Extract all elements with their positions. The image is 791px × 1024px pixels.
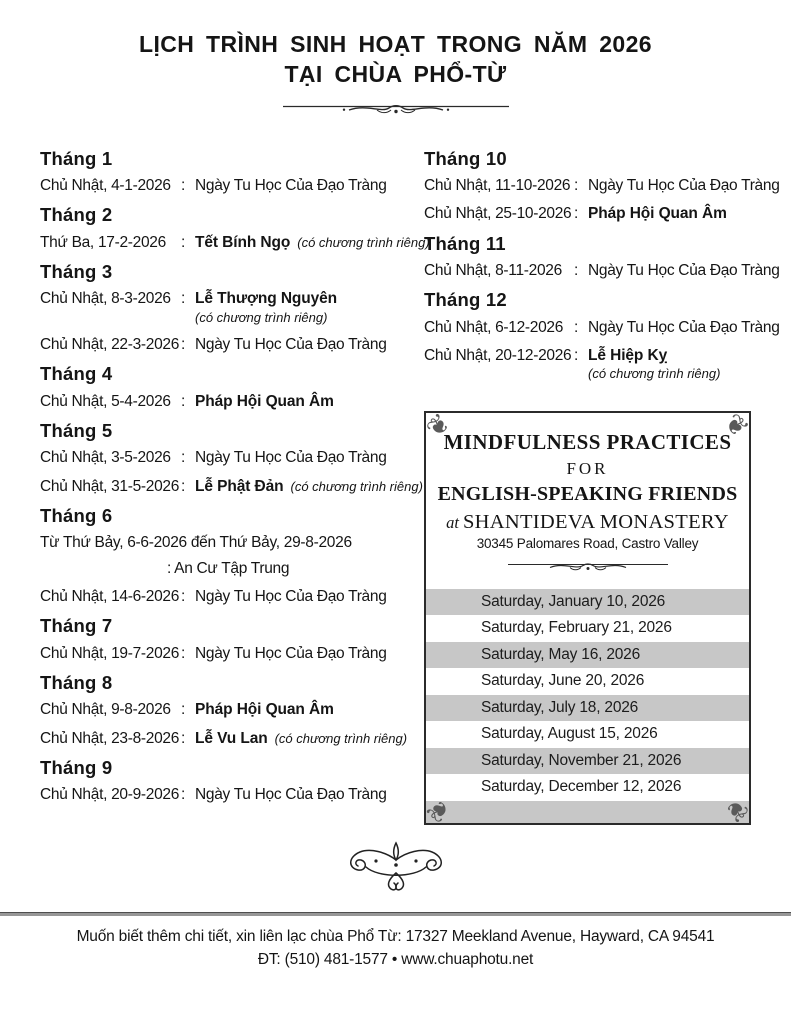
colon-separator: : — [181, 290, 186, 308]
colon-separator: : — [574, 347, 579, 365]
event-date: Chủ Nhật, 11-10-2026 — [424, 176, 571, 194]
event-name: Pháp Hội Quan Âm — [195, 392, 334, 410]
schedule-row — [40, 289, 412, 326]
ornamental-divider-icon — [508, 560, 668, 574]
schedule-content — [0, 122, 791, 828]
event-note-below: (có chương trình riêng) — [195, 309, 328, 325]
colon-separator: : — [181, 786, 186, 804]
event-name: Ngày Tu Học Của Đạo Tràng — [195, 335, 387, 353]
event-date: Thứ Ba, 17-2-2026 — [40, 233, 166, 251]
event-cell — [195, 448, 412, 467]
schedule-row — [40, 477, 423, 496]
event-cell — [195, 729, 412, 748]
schedule-row — [424, 346, 751, 383]
month-heading: Tháng 5 — [40, 419, 113, 441]
footer-contact-line: Muốn biết thêm chi tiết, xin liên lạc chùa Phổ Từ: 17327 Meekland Avenue, Hayward, CA 94541 — [76, 927, 715, 945]
event-cell — [195, 335, 412, 354]
flyer-location-prefix: at — [446, 512, 459, 532]
event-name: Ngày Tu Học Của Đạo Tràng — [195, 176, 387, 194]
colon-separator: : — [574, 262, 579, 279]
event-name: Ngày Tu Học Của Đạo Tràng — [195, 449, 387, 467]
event-name: Lễ Thượng Nguyên — [195, 290, 338, 308]
event-date: Chủ Nhật, 22-3-2026 — [40, 335, 180, 353]
schedule-row — [424, 261, 780, 280]
title-line-2: TẠI CHÙA PHỔ-TỪ — [284, 61, 507, 88]
month-heading: Tháng 6 — [40, 504, 113, 526]
event-name: Ngày Tu Học Của Đạo Tràng — [588, 176, 780, 194]
colon-separator: : — [574, 176, 579, 194]
schedule-row — [40, 176, 412, 195]
schedule-row — [40, 587, 412, 606]
schedule-left-column — [40, 147, 430, 814]
title-line-1: LỊCH TRÌNH SINH HOẠT TRONG NĂM 2026 — [139, 31, 652, 57]
event-cell — [195, 700, 412, 719]
schedule-row — [424, 318, 780, 337]
retreat-date-row: Saturday, July 18, 2026 — [426, 695, 749, 722]
page-title — [0, 0, 791, 90]
event-date: Chủ Nhật, 19-7-2026 — [40, 644, 180, 662]
month-block — [424, 289, 780, 382]
event-name: Ngày Tu Học Của Đạo Tràng — [195, 587, 387, 605]
footer-phone-website-line: ĐT: (510) 481-1577 • www.chuaphotu.net — [257, 950, 534, 968]
colon-separator: : — [181, 233, 186, 251]
schedule-right-column — [420, 147, 780, 828]
colon-separator: : — [181, 701, 186, 719]
retreat-flyer-box — [420, 407, 755, 828]
schedule-row — [40, 392, 412, 411]
flyer-address: 30345 Palomares Road, Castro Valley — [476, 535, 699, 551]
schedule-row — [40, 335, 412, 354]
schedule-row — [40, 785, 412, 804]
month-heading: Tháng 4 — [40, 363, 113, 385]
event-cell — [195, 477, 423, 496]
retreat-date-row: Saturday, June 20, 2026 — [481, 672, 645, 690]
schedule-row — [40, 729, 412, 748]
colon-separator: : — [574, 318, 579, 336]
event-note: (có chương trình riêng) — [290, 478, 423, 494]
flyer-for: FOR — [566, 458, 609, 478]
colon-separator: : — [181, 335, 186, 353]
flyer-divider — [426, 560, 749, 579]
event-date: Chủ Nhật, 5-4-2026 — [40, 392, 171, 410]
schedule-row — [40, 644, 412, 663]
colon-separator: : — [574, 205, 579, 223]
event-date: Chủ Nhật, 20-12-2026 — [424, 347, 572, 365]
flourish-icon — [338, 839, 454, 895]
event-cell — [588, 204, 751, 223]
schedule-row — [424, 204, 751, 223]
month-block — [40, 261, 412, 354]
range-line-1: Từ Thứ Bảy, 6-6-2026 đến Thứ Bảy, 29-8-2026 — [40, 534, 352, 552]
retreat-list-trailing-band — [426, 801, 749, 823]
schedule-row — [424, 176, 780, 195]
month-heading: Tháng 7 — [40, 615, 113, 637]
footer — [0, 925, 791, 972]
month-block — [40, 363, 412, 411]
month-block — [40, 505, 412, 606]
colon-separator: : — [181, 729, 186, 747]
retreat-date-row: Saturday, August 15, 2026 — [481, 725, 658, 743]
event-name: Ngày Tu Học Của Đạo Tràng — [588, 262, 780, 279]
event-name: Ngày Tu Học Của Đạo Tràng — [195, 786, 387, 804]
flyer-location — [426, 511, 749, 534]
event-note-below: (có chương trình riêng) — [588, 366, 721, 382]
month-block — [424, 232, 780, 281]
event-name: Tết Bính Ngọ — [195, 233, 291, 251]
event-cell — [195, 644, 412, 663]
event-name: Pháp Hội Quan Âm — [588, 205, 727, 223]
event-date: Chủ Nhật, 20-9-2026 — [40, 786, 180, 804]
event-cell — [195, 785, 412, 804]
event-name: Lễ Vu Lan — [195, 729, 268, 747]
event-cell — [195, 392, 412, 411]
event-cell — [588, 346, 751, 383]
retreat-date-row: Saturday, May 16, 2026 — [426, 642, 749, 669]
month-heading: Tháng 9 — [40, 756, 113, 778]
corner-ornament-icon: ❦ — [420, 791, 458, 828]
colon-separator: : — [181, 392, 186, 410]
event-date: Chủ Nhật, 4-1-2026 — [40, 176, 171, 194]
event-date: Chủ Nhật, 9-8-2026 — [40, 701, 171, 719]
event-cell — [195, 176, 412, 195]
event-name: Pháp Hội Quan Âm — [195, 701, 334, 719]
event-cell — [588, 318, 780, 337]
event-cell — [195, 289, 412, 326]
event-cell — [195, 233, 430, 252]
month-block — [40, 757, 412, 805]
flyer-location-name: SHANTIDEVA MONASTERY — [462, 510, 729, 533]
footer-rule — [0, 912, 791, 916]
schedule-row — [40, 448, 412, 467]
event-date: Chủ Nhật, 23-8-2026 — [40, 729, 180, 747]
month-block — [40, 148, 412, 196]
colon-separator: : — [181, 176, 186, 194]
footer-ornament — [0, 839, 791, 900]
flyer-title: MINDFULNESS PRACTICES — [443, 429, 732, 454]
corner-ornament-icon: ❦ — [420, 407, 458, 444]
schedule-right-months — [424, 147, 780, 383]
header-divider — [0, 101, 791, 122]
corner-ornament-icon: ❦ — [717, 407, 755, 444]
event-cell — [195, 587, 412, 606]
event-date: Chủ Nhật, 3-5-2026 — [40, 449, 171, 467]
ornamental-divider-icon — [283, 101, 509, 117]
event-date: Chủ Nhật, 8-3-2026 — [40, 290, 171, 308]
event-name: Lễ Hiệp Kỵ — [588, 347, 668, 365]
event-date: Chủ Nhật, 31-5-2026 — [40, 477, 180, 495]
event-name: Ngày Tu Học Của Đạo Tràng — [195, 644, 387, 662]
month-heading: Tháng 12 — [424, 289, 507, 311]
event-note: (có chương trình riêng) — [297, 234, 430, 250]
schedule-row — [40, 233, 430, 252]
month-block — [40, 615, 412, 663]
event-date: Chủ Nhật, 25-10-2026 — [424, 205, 572, 223]
colon-separator: : — [181, 449, 186, 467]
retreat-date-row: Saturday, December 12, 2026 — [481, 778, 682, 796]
range-line-2: : An Cư Tập Trung — [167, 559, 290, 577]
event-date: Chủ Nhật, 6-12-2026 — [424, 318, 564, 336]
month-block — [40, 672, 412, 748]
flyer-subtitle: ENGLISH-SPEAKING FRIENDS — [437, 482, 738, 505]
event-cell — [588, 176, 780, 195]
colon-separator: : — [181, 477, 186, 495]
month-heading: Tháng 3 — [40, 261, 113, 282]
schedule-range-row — [40, 533, 412, 578]
event-date: Chủ Nhật, 8-11-2026 — [424, 262, 562, 279]
event-cell — [588, 261, 780, 280]
event-note: (có chương trình riêng) — [274, 730, 408, 746]
retreat-date-row: Saturday, February 21, 2026 — [481, 619, 672, 637]
month-heading: Tháng 8 — [40, 671, 113, 693]
month-heading: Tháng 11 — [424, 232, 506, 254]
event-name: Ngày Tu Học Của Đạo Tràng — [588, 318, 780, 336]
event-date: Chủ Nhật, 14-6-2026 — [40, 587, 180, 605]
corner-ornament-icon: ❦ — [717, 791, 755, 828]
schedule-row — [40, 700, 412, 719]
retreat-date-row: Saturday, November 21, 2026 — [426, 748, 749, 775]
month-heading: Tháng 10 — [424, 147, 507, 169]
retreat-date-row: Saturday, January 10, 2026 — [426, 589, 749, 616]
colon-separator: : — [181, 587, 186, 605]
month-block — [40, 419, 423, 496]
colon-separator: : — [181, 644, 186, 662]
month-block — [40, 204, 430, 252]
retreat-date-list — [426, 589, 749, 801]
month-heading: Tháng 1 — [40, 147, 113, 169]
event-name: Lễ Phật Đản — [195, 477, 284, 495]
month-block — [424, 147, 780, 224]
month-heading: Tháng 2 — [40, 204, 113, 226]
